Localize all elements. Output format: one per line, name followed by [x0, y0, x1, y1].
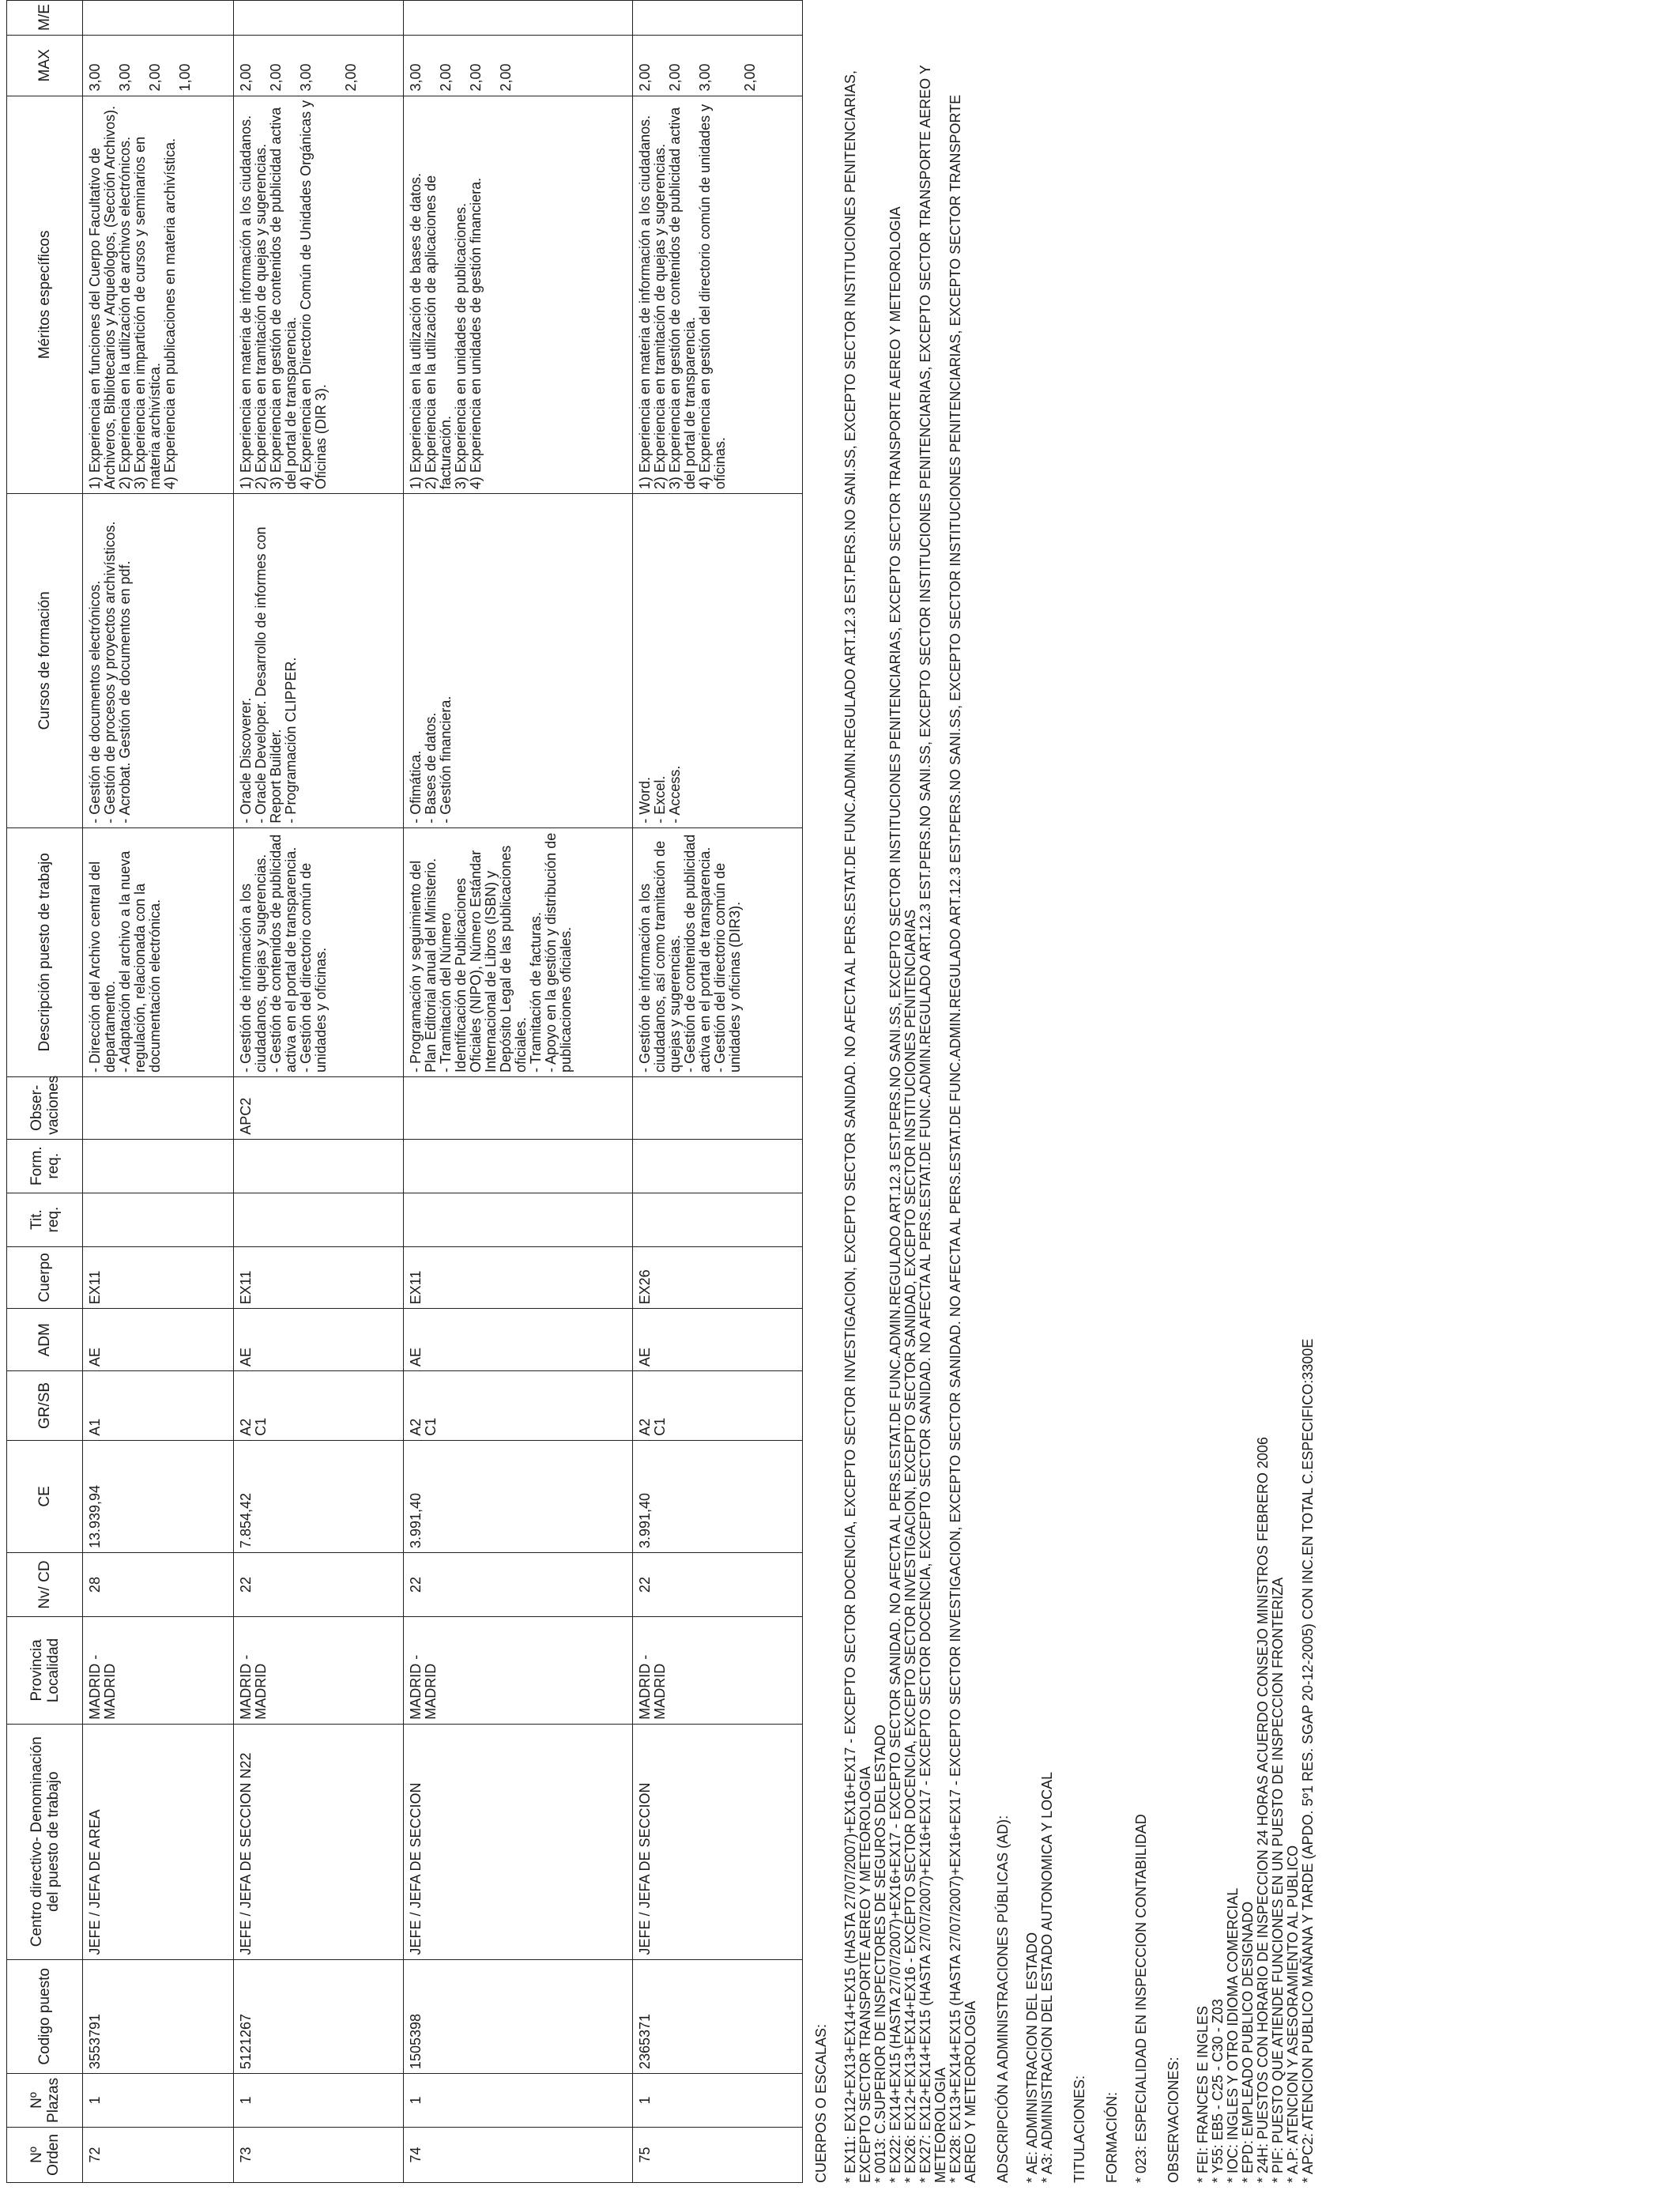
note-line: * A.P: ATENCION Y ASESORAMIENTO AL PUBLICO [1285, 1845, 1301, 2183]
cell-cursos: - Word. - Excel. - Access. [632, 494, 802, 828]
note-line: * EPD: EMPLEADO PUBLICO DESIGNADO [1240, 1901, 1256, 2183]
header-centro: Centro directivo- Denominación del puesto de trabajo [7, 1724, 83, 1959]
cell-max: 2,00 2,00 3,00 2,00 [233, 35, 403, 96]
observaciones-title: OBSERVACIONES: [1166, 2056, 1181, 2183]
cell-codigo: 3553791 [83, 1959, 234, 2074]
cell-tit [403, 1193, 632, 1246]
cell-grsb: A2 C1 [632, 1371, 802, 1441]
cell-adm: AE [233, 1309, 403, 1371]
adscripcion-title: ADSCRIPCIÓN A ADMINISTRACIONES PÚBLICAS (AD): [995, 1815, 1011, 2183]
header-grsb: GR/SB [7, 1371, 83, 1441]
cell-grsb: A1 [83, 1371, 234, 1441]
cell-form [632, 1139, 802, 1193]
cell-ce: 13.939,94 [83, 1440, 234, 1552]
cell-grsb: A2 C1 [233, 1371, 403, 1441]
note-line: * EX26: EX12+EX13+EX14+EX16 - EXCEPTO SECTOR DOCENCIA, EXCEPTO SECTOR INVESTIGACION, EXCEPTO SECTOR SANIDAD, EXCEPTO SECTOR INSTITUCIONES PENITENCIARIAS [902, 909, 918, 2183]
formacion-title: FORMACIÓN: [1104, 2092, 1120, 2183]
cell-tit [83, 1193, 234, 1246]
note-line: * EX22: EX14+EX15 (HASTA 27/07/2007)+EX16+EX17 - EXCEPTO SECTOR SANIDAD. NO AFECTA AL PERS.ESTAT.DE FUNC.ADMIN.REGULADO ART.12.3 EST.PERS.NO SANI.SS, EXCEPTO SECTOR INSTITUCIONES PENITENCIARIAS, EXCEPTO SECTOR TRANSPORTE AEREO Y METEOROLOGIA [887, 206, 903, 2183]
cell-adm: AE [83, 1309, 234, 1371]
header-cursos: Cursos de formación [7, 494, 83, 828]
header-form: Form. req. [7, 1139, 83, 1193]
notes-section [814, 49, 1316, 2183]
cell-nivel: 22 [233, 1553, 403, 1617]
note-line: * IOC: INGLES Y OTRO IDIOMA COMERCIAL [1225, 1887, 1241, 2183]
header-orden: Nº Orden [7, 2127, 83, 2182]
cell-cuerpo: EX26 [632, 1246, 802, 1309]
cell-nivel: 22 [403, 1553, 632, 1617]
cell-cuerpo: EX11 [83, 1246, 234, 1309]
header-obs: Obser- vaciones [7, 1076, 83, 1139]
note-line: * APC2: ATENCION PUBLICO MAÑANA Y TARDE (APDO. 5º1 RES. SGAP 20-12-2005) CON INC.EN TOTAL C.ESPECIFICO:3300E [1300, 1338, 1316, 2183]
cell-obs [403, 1076, 632, 1139]
cell-plazas: 1 [233, 2074, 403, 2128]
cell-grsb: A2 C1 [403, 1371, 632, 1441]
header-tit: Tit. req. [7, 1193, 83, 1246]
cell-plazas: 1 [632, 2074, 802, 2128]
header-codigo: Codigo puesto [7, 1959, 83, 2074]
cell-obs [83, 1076, 234, 1139]
cell-ce: 3.991,40 [632, 1440, 802, 1552]
cell-cursos: - Gestión de documentos electrónicos. - Gestión de procesos y proyectos archivísticos. - Acrobat. Gestión de documentos en pdf. [83, 494, 234, 828]
cell-tit [632, 1193, 802, 1246]
note-line: * 023: ESPECIALIDAD EN INSPECCION CONTABILIDAD [1133, 1814, 1149, 2183]
cell-orden: 74 [403, 2127, 632, 2182]
note-line: * PIF: PUESTO QUE ATIENDE FUNCIONES EN UN PUESTO DE INSPECCION FRONTERIZA [1270, 1577, 1286, 2183]
header-nivel: Nv/ CD [7, 1553, 83, 1617]
cell-orden: 75 [632, 2127, 802, 2182]
cell-ce: 7.854,42 [233, 1440, 403, 1552]
cell-meritos: 1) Experiencia en la utilización de bases de datos. 2) Experiencia en la utilización de aplicaciones de facturación. 3) Experiencia en unidades de publicaciones. 4) Experiencia en unidades de gestión financiera. [403, 96, 632, 494]
cell-form [233, 1139, 403, 1193]
table-header-row [7, 1, 83, 2183]
note-line: * AE: ADMINISTRACION DEL ESTADO [1024, 1932, 1040, 2183]
note-line: * EX28: EX13+EX14+EX15 (HASTA 27/07/2007)+EX16+EX17 - EXCEPTO SECTOR INVESTIGACION, EXCEPTO SECTOR SANIDAD. NO AFECTA AL PERS.ESTAT.DE FUNC.ADMIN.REGULADO ART.12.3 EST.PERS.NO SANI.SS, EXCEPTO SECTOR INSTITUCIONES PENITENCIARIAS, EXCEPTO SECTOR TRANSPORTE AEREO Y METEOROLOGIA [947, 94, 978, 2183]
note-line: * Y55: EB5 - C25 - C30 - Z03 [1210, 1999, 1226, 2183]
cell-provincia: MADRID - MADRID [403, 1617, 632, 1725]
cell-provincia: MADRID - MADRID [83, 1617, 234, 1725]
header-descripcion: Descripción puesto de trabajo [7, 827, 83, 1076]
table-body [83, 1, 803, 2183]
cell-codigo: 2365371 [632, 1959, 802, 2074]
job-positions-table [6, 0, 803, 2183]
header-me: M/E [7, 1, 83, 36]
cell-descripcion: - Gestión de información a los ciudadanos, así como tramitación de quejas y sugerencias. - Gestión de contenidos de publicidad activa en el portal de transparencia. - Gestión del directorio común de unidades y oficinas (DIR3). [632, 827, 802, 1076]
cell-codigo: 5121267 [233, 1959, 403, 2074]
table-row [632, 1, 802, 2183]
header-meritos: Méritos específicos [7, 96, 83, 494]
header-plazas: Nº Plazas [7, 2074, 83, 2128]
cell-codigo: 1505398 [403, 1959, 632, 2074]
note-line: * A3: ADMINISTRACION DEL ESTADO AUTONOMICA Y LOCAL [1039, 1771, 1055, 2183]
cell-centro: JEFE / JEFA DE SECCION N22 [233, 1724, 403, 1959]
cell-meritos: 1) Experiencia en funciones del Cuerpo Facultativo de Archiveros, Bibliotecarios y Arqueólogos, (Sección Archivos). 2) Experiencia en la utilización de archivos electrónicos. 3) Experiencia en impartición de cursos y seminarios en materia archivística. 4) Experiencia en publicaciones en materia archivística. [83, 96, 234, 494]
cell-plazas: 1 [83, 2074, 234, 2128]
cell-orden: 73 [233, 2127, 403, 2182]
cell-nivel: 22 [632, 1553, 802, 1617]
cell-adm: AE [632, 1309, 802, 1371]
cell-me [83, 1, 234, 36]
cell-cursos: - Oracle Discoverer. - Oracle Developer. Desarrollo de informes con Report Builder. - Programación CLIPPER. [233, 494, 403, 828]
cell-centro: JEFE / JEFA DE SECCION [632, 1724, 802, 1959]
cell-form [83, 1139, 234, 1193]
header-provincia: Provincia Localidad [7, 1617, 83, 1725]
cell-cursos: - Ofimática. - Bases de datos. - Gestión financiera. [403, 494, 632, 828]
cell-max: 3,00 3,00 2,00 1,00 [83, 35, 234, 96]
cell-max: 2,00 2,00 3,00 2,00 [632, 35, 802, 96]
cell-obs [632, 1076, 802, 1139]
note-line: * 0013: C.SUPERIOR DE INSPECTORES DE SEGUROS DEL ESTADO [872, 1725, 888, 2183]
note-line: * EX11: EX12+EX13+EX14+EX15 (HASTA 27/07/2007)+EX16+EX17 - EXCEPTO SECTOR DOCENCIA, EXCEPTO SECTOR INVESTIGACION, EXCEPTO SECTOR SANIDAD. NO AFECTA AL PERS.ESTAT.DE FUNC.ADMIN.REGULADO ART.12.3 EST.PERS.NO SANI.SS, EXCEPTO SECTOR INSTITUCIONES PENITENCIARIAS, EXCEPTO SECTOR TRANSPORTE AEREO Y METEOROLOGIA [842, 70, 873, 2183]
cell-ce: 3.991,40 [403, 1440, 632, 1552]
cell-form [403, 1139, 632, 1193]
cell-orden: 72 [83, 2127, 234, 2182]
table-row [403, 1, 632, 2183]
cuerpos-title: CUERPOS O ESCALAS: [813, 2023, 829, 2183]
cell-max: 3,00 2,00 2,00 2,00 [403, 35, 632, 96]
cell-cuerpo: EX11 [233, 1246, 403, 1309]
cell-provincia: MADRID - MADRID [233, 1617, 403, 1725]
header-adm: ADM [7, 1309, 83, 1371]
header-max: MAX [7, 35, 83, 96]
table-row [83, 1, 234, 2183]
cell-descripcion: - Dirección del Archivo central del departamento. - Adaptación del archivo a la nueva regulación, relacionada con la documentación electrónica. [83, 827, 234, 1076]
table-row [233, 1, 403, 2183]
cell-me [233, 1, 403, 36]
cell-centro: JEFE / JEFA DE SECCION [403, 1724, 632, 1959]
header-cuerpo: Cuerpo [7, 1246, 83, 1309]
cell-provincia: MADRID - MADRID [632, 1617, 802, 1725]
cell-descripcion: - Programación y seguimiento del Plan Editorial anual del Ministerio. - Tramitación del Número Identificación de Publicaciones Oficiales (NIPO), Número Estándar Internacional de Libros (ISBN) y Depósito Legal de las publicaciones oficiales. - Tramitación de facturas. - Apoyo en la gestión y distribución de publicaciones oficiales. [403, 827, 632, 1076]
cell-tit [233, 1193, 403, 1246]
cuerpos-list [843, 49, 978, 2183]
cell-nivel: 28 [83, 1553, 234, 1617]
cell-cuerpo: EX11 [403, 1246, 632, 1309]
cell-me [403, 1, 632, 36]
cell-me [632, 1, 802, 36]
note-line: * EX27: EX12+EX14+EX15 (HASTA 27/07/2007)+EX16+EX17 - EXCEPTO SECTOR DOCENCIA, EXCEPTO SECTOR SANIDAD. NO AFECTA AL PERS.ESTAT.DE FUNC.ADMIN.REGULADO ART.12.3 EST.PERS.NO SANI.SS, EXCEPTO SECTOR INSTITUCIONES PENITENCIARIAS, EXCEPTO SECTOR TRANSPORTE AEREO Y METEOROLOGIA [917, 65, 948, 2183]
cell-plazas: 1 [403, 2074, 632, 2128]
observaciones-list [1196, 49, 1316, 2183]
cell-meritos: 1) Experiencia en materia de información a los ciudadanos. 2) Experiencia en tramitación de quejas y sugerencias. 3) Experiencia en gestión de contenidos de publicidad activa del portal de transparencia. 4) Experiencia en Directorio Común de Unidades Orgánicas y Oficinas (DIR 3). [233, 96, 403, 494]
note-line: * FEI: FRANCES E INGLES [1195, 2005, 1211, 2183]
cell-meritos: 1) Experiencia en materia de información a los ciudadanos. 2) Experiencia en tramitación de quejas y sugerencias. 3) Experiencia en gestión de contenidos de publicidad activa del portal de transparencia. 4) Experiencia en gestión del directorio común de unidades y oficinas. [632, 96, 802, 494]
note-line: * 24H: PUESTOS CON HORARIO DE INSPECCION 24 HORAS ACUERDO CONSEJO MINISTROS FEBRERO 2006 [1255, 1437, 1271, 2183]
adscripcion-list [1025, 49, 1055, 2183]
cell-descripcion: - Gestión de información a los ciudadanos, quejas y sugerencias. - Gestión de contenidos de publicidad activa en el portal de transparencia. - Gestión del directorio común de unidades y oficinas. [233, 827, 403, 1076]
cell-centro: JEFE / JEFA DE AREA [83, 1724, 234, 1959]
cell-adm: AE [403, 1309, 632, 1371]
formacion-list [1134, 49, 1149, 2183]
titulaciones-title: TITULACIONES: [1072, 2075, 1087, 2183]
cell-obs: APC2 [233, 1076, 403, 1139]
header-ce: CE [7, 1440, 83, 1552]
